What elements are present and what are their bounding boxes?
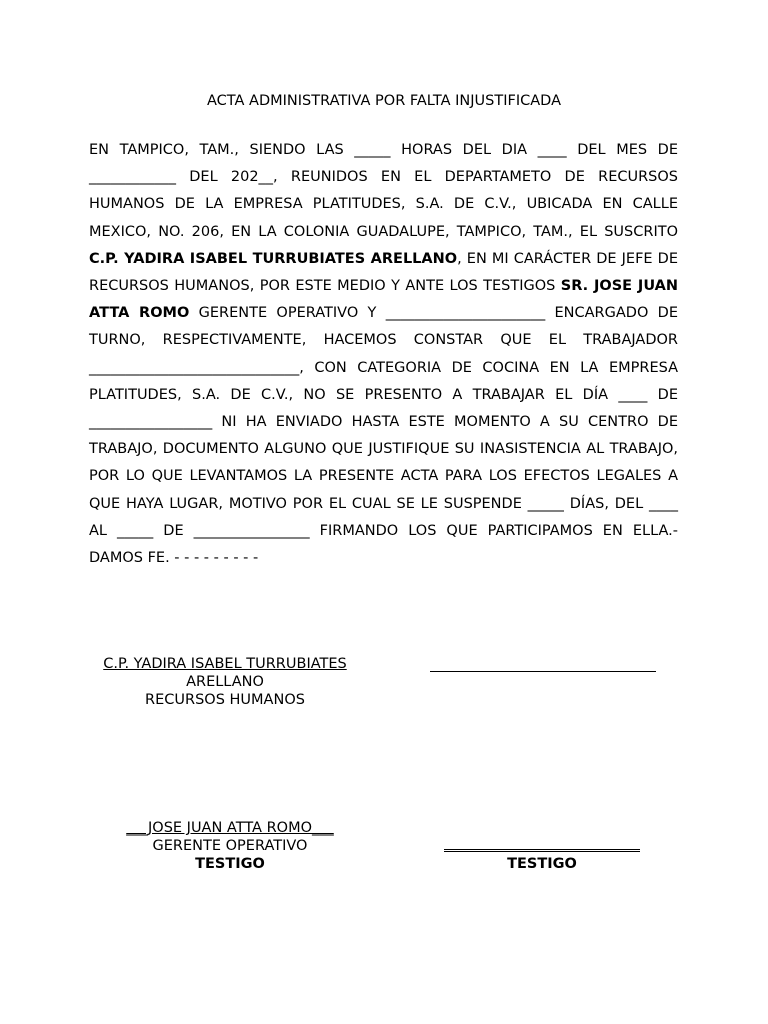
rh-role: RECURSOS HUMANOS	[145, 692, 305, 708]
signature-line-right-top	[430, 671, 656, 672]
signature-line-right-bottom	[444, 849, 640, 852]
body-text-part-3: GERENTE OPERATIVO Y ______________________ ENCARGADO DE TURNO, RESPECTIVAMENTE, HACEMOS CONSTAR QUE EL TRABAJADOR _____________________________, CON CATEGORIA DE COCINA EN LA EMPRESA PLATITUDES, S.A. DE C.V., NO SE PRESENTO A TRABAJAR EL DÍA ____ DE _________________ NI HA ENVIADO HASTA ESTE MOMENTO A SU CENTRO DE TRABAJO, DOCUMENTO ALGUNO QUE JUSTIFIQUE SU INASISTENCIA AL TRABAJO, POR LO QUE LEVANTAMOS LA PRESENTE ACTA PARA LOS EFECTOS LEGALES A QUE HAYA LUGAR, MOTIVO POR EL CUAL SE LE SUSPENDE _____ DÍAS, DEL ____ AL _____ DE ________________ FIRMANDO LOS QUE PARTICIPAMOS EN ELLA.- DAMOS FE. - - - - - - - - -	[89, 305, 679, 567]
testigo-label-left: TESTIGO	[195, 856, 265, 872]
body-text-part-1: EN TAMPICO, TAM., SIENDO LAS _____ HORAS DEL DIA ____ DEL MES DE ____________ DEL 202__, REUNIDOS EN EL DEPARTAMETO DE RECURSOS HUMANOS DE LA EMPRESA PLATITUDES, S.A. DE C.V., UBICADA EN CALLE MEXICO, NO. 206, EN LA COLONIA GUADALUPE, TAMPICO, TAM., EL SUSCRITO	[89, 142, 678, 240]
rh-name-line1: C.P. YADIRA ISABEL TURRUBIATES	[103, 656, 347, 672]
document-body	[89, 137, 678, 572]
witness-name-bold: SR. JOSE JUAN ATTA ROMO	[89, 278, 678, 322]
rh-name-line2: ARELLANO	[186, 674, 264, 690]
signatory-name-bold: C.P. YADIRA ISABEL TURRUBIATES ARELLANO	[89, 250, 458, 267]
testigo-label-right: TESTIGO	[507, 856, 577, 872]
gerente-name: ___JOSE JUAN ATTA ROMO___	[126, 820, 334, 836]
document-title: ACTA ADMINISTRATIVA POR FALTA INJUSTIFICADA	[207, 93, 561, 109]
signature-block-rh	[80, 655, 370, 709]
signature-block-gerente	[80, 819, 380, 873]
signature-block-testigo-right	[444, 855, 640, 873]
gerente-role: GERENTE OPERATIVO	[152, 838, 308, 854]
body-text-part-2: , EN MI CARÁCTER DE JEFE DE RECURSOS HUMANOS, POR ESTE MEDIO Y ANTE LOS TESTIGOS	[89, 250, 678, 295]
